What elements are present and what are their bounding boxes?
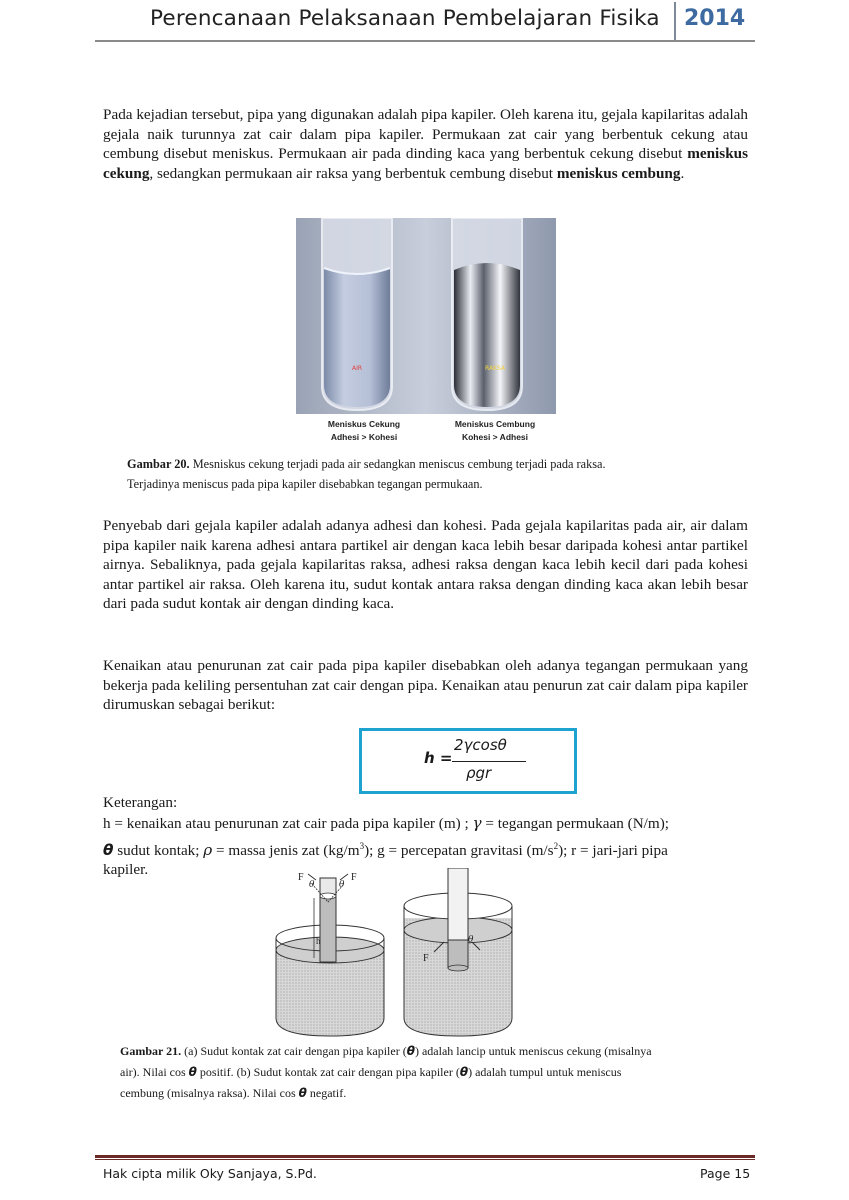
fig21-c4: positif. (b) Sudut kontak zat cair dengan pipa kapiler ( xyxy=(196,1065,460,1079)
keterangan-line-2 xyxy=(103,836,753,861)
footer-rule-thick xyxy=(95,1155,755,1158)
diagram-a xyxy=(276,872,384,1036)
figure-20-caption-text: Mesniskus cekung terjadi pada air sedangkan meniscus cembung terjadi pada raksa. xyxy=(189,457,606,471)
label-theta-right: θ xyxy=(339,880,345,890)
label-h: h xyxy=(316,936,321,946)
formula-lhs: h = xyxy=(424,749,453,767)
ket-l1a: h = kenaikan atau penurunan zat cair pada pipa kapiler (m) ; xyxy=(103,815,473,832)
para1-text-3: . xyxy=(680,164,685,182)
paragraph-meniskus xyxy=(103,105,748,183)
fig21-c2: ) adalah lancip untuk meniscus cekung (misalnya xyxy=(414,1044,652,1058)
page-number: Page 15 xyxy=(700,1166,751,1181)
term-meniskus-cekung: meniskus cekung xyxy=(103,145,748,182)
figure-meniscus-photo xyxy=(296,218,556,448)
theta-symbol-4: θ xyxy=(298,1086,307,1100)
tube-label-raksa: RAKSA xyxy=(485,365,505,372)
keterangan-title: Keterangan: xyxy=(103,794,178,811)
figure-21-label: Gambar 21. xyxy=(120,1044,182,1058)
label-theta-b: θ xyxy=(468,935,474,945)
ket-l2b: = massa jenis zat (kg/m xyxy=(212,842,360,860)
theta-symbol: θ xyxy=(103,841,114,860)
gamma-symbol: γ xyxy=(472,814,482,832)
tube-label-air: AIR xyxy=(351,365,363,372)
paragraph-kenaikan: Kenaikan atau penurunan zat cair pada pipa kapiler disebabkan oleh adanya tegangan permukaan yang bekerja pada keliling persentuhan zat cair dengan pipa. Kenaikan atau penurun zat cair dalam pipa kapiler dirumuskan sebagai berikut: xyxy=(103,657,748,713)
figure-20-caption xyxy=(127,455,727,494)
theta-symbol-1: θ xyxy=(406,1044,415,1058)
caption-adhesi-kohesi: Adhesi > Kohesi xyxy=(330,432,398,442)
para1-text-1: Pada kejadian tersebut, pipa yang digunakan adalah pipa kapiler. Oleh karena itu, gejala kapilaritas adalah gejala naik turunnya zat cair dalam pipa kapiler. Permukaan zat cair yang berbentuk cekung atau cembung disebut meniskus. Permukaan air pada dinding kaca yang berbentuk cekung disebut xyxy=(103,106,748,162)
formula-denominator: ρgr xyxy=(466,764,492,782)
fig21-c7: negatif. xyxy=(306,1086,347,1100)
diagram-b xyxy=(404,868,512,1036)
keterangan-line-3: kapiler. xyxy=(103,861,149,878)
paragraph-adhesi-kohesi: Penyebab dari gejala kapiler adalah adanya adhesi dan kohesi. Pada gejala kapilaritas pada air, air dalam pipa kapiler naik karena adhesi antara partikel air dengan kaca lebih besar daripada kohesi antar partikel airnya. Sebaliknya, pada gejala kapilaritas raksa, adhesi raksa dengan kaca lebih kecil dari pada kohesi antar partikel air raksa. Oleh karena itu, sudut kontak antara raksa dengan dinding kaca akan lebih besar dari pada sudut kontak air dengan dinding kaca. xyxy=(103,517,748,612)
footer-rule-thin xyxy=(95,1159,755,1160)
theta-symbol-2: θ xyxy=(188,1065,197,1079)
formula-box xyxy=(359,728,577,794)
ket-l2a: sudut kontak; xyxy=(113,842,204,860)
label-F-left: F xyxy=(298,872,304,883)
header-divider xyxy=(674,2,676,42)
ket-l2d: ); r = jari-jari pipa xyxy=(558,842,668,860)
figure-20-label: Gambar 20. xyxy=(127,457,190,471)
para1-text-2: , sedangkan permukaan air raksa yang berbentuk cembung disebut xyxy=(149,164,557,182)
rho-symbol: ρ xyxy=(203,841,213,860)
fraction-bar xyxy=(452,761,526,762)
header-rule xyxy=(95,40,755,42)
capillary-formula xyxy=(362,731,574,791)
figure-20-caption-line2: Terjadinya meniscus pada pipa kapiler disebabkan tegangan permukaan. xyxy=(127,476,483,491)
caption-meniskus-cembung: Meniskus Cembung xyxy=(454,419,536,429)
ket-sup2: 2 xyxy=(553,841,559,851)
ket-sup3: 3 xyxy=(359,841,365,851)
label-F-b: F xyxy=(423,953,429,964)
label-F-right: F xyxy=(351,872,357,883)
ket-l1b: = tegangan permukaan (N/m); xyxy=(481,815,669,832)
caption-meniskus-cekung: Meniskus Cekung xyxy=(327,419,401,429)
formula-numerator: 2γcosθ xyxy=(454,736,507,754)
figure-capillary-diagram xyxy=(268,868,518,1040)
fig21-c3: air). Nilai cos xyxy=(120,1065,189,1079)
page-header-title: Perencanaan Pelaksanaan Pembelajaran Fisika xyxy=(150,6,660,31)
fig21-c6: cembung (misalnya raksa). Nilai cos xyxy=(120,1086,299,1100)
fig21-c1: (a) Sudut kontak zat cair dengan pipa kapiler ( xyxy=(181,1044,407,1058)
footer-copyright: Hak cipta milik Oky Sanjaya, S.Pd. xyxy=(103,1166,317,1181)
ket-l2c: ); g = percepatan gravitasi (m/s xyxy=(364,842,554,860)
keterangan-line-1 xyxy=(103,813,753,834)
caption-kohesi-adhesi: Kohesi > Adhesi xyxy=(461,432,529,442)
page-header-year: 2014 xyxy=(684,6,746,31)
term-meniskus-cembung: meniskus cembung xyxy=(556,164,681,182)
figure-21-caption xyxy=(120,1041,760,1104)
theta-symbol-3: θ xyxy=(459,1065,469,1079)
fig21-c5: ) adalah tumpul untuk meniscus xyxy=(468,1065,622,1079)
label-theta-left: θ xyxy=(309,880,315,890)
